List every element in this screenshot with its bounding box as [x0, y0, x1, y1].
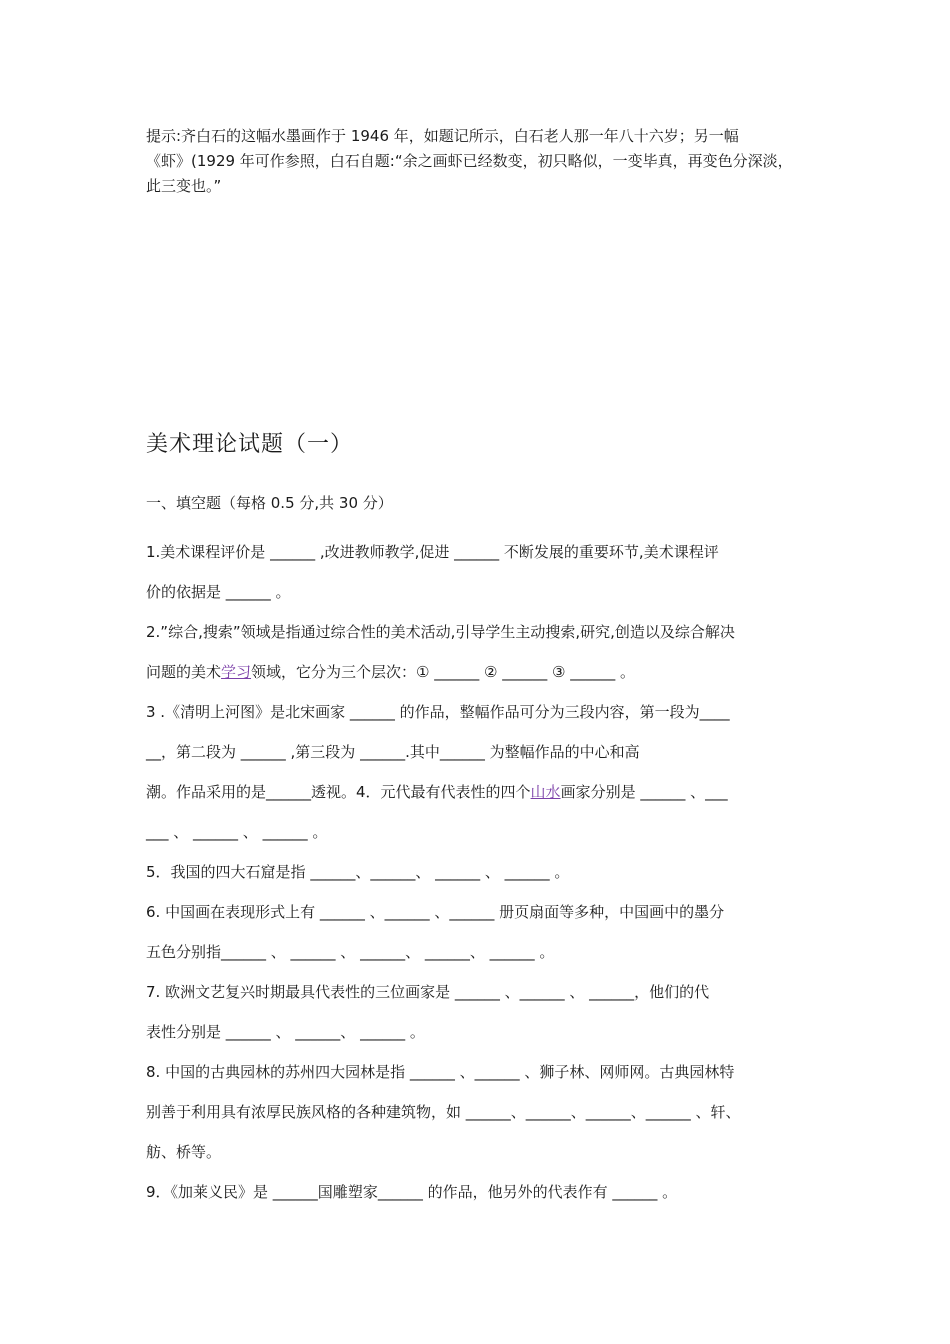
- question-4-line: ___ 、 ______ 、 ______ 。: [146, 823, 328, 841]
- question-9: 9．《加莱义民》是 ______国雕塑家______ 的作品，他另外的代表作有 ______ 。: [146, 1183, 678, 1201]
- question-1-line-2: 价的依据是 ______ 。: [146, 583, 291, 601]
- hint-paragraph: [146, 124, 806, 199]
- question-8-line-3: 舫、桥等。: [146, 1143, 222, 1161]
- hint-line-1: 提示:齐白石的这幅水墨画作于 1946 年，如题记所示，白石老人那一年八十六岁；另一幅: [146, 127, 739, 145]
- q3-text-before: 潮。作品采用的是______透视。4．元代最有代表性的四个: [146, 783, 531, 801]
- question-3-line-1: 3 .《清明上河图》是北宋画家 ______ 的作品，整幅作品可分为三段内容，第一段为____: [146, 703, 730, 721]
- question-3-line-3: [146, 781, 728, 802]
- question-7-line-2: 表性分别是 ______ 、 ______、 ______ 。: [146, 1023, 425, 1041]
- question-1-line-1: 1.美术课程评价是 ______ ,改进教师教学,促进 ______ 不断发展的重要环节,美术课程评: [146, 543, 719, 561]
- question-8-line-1: 8. 中国的古典园林的苏州四大园林是指 ______ 、______ 、狮子林、网师网。古典园林特: [146, 1063, 735, 1081]
- question-2-line-1: 2.”综合,搜索”领域是指通过综合性的美术活动,引导学生主动搜索,研究,创造以及综合解决: [146, 623, 735, 641]
- q3-text-after: 画家分别是 ______ 、___: [560, 783, 728, 801]
- section-heading: 一、填空题（每格 0.5 分,共 30 分）: [146, 494, 393, 512]
- page-title: 美术理论试题（一）: [146, 432, 354, 457]
- hint-line-3: 此三变也。”: [146, 177, 222, 195]
- question-5: 5．我国的四大石窟是指 ______、______、 ______ 、 ______ 。: [146, 863, 570, 881]
- question-6-line-1: 6. 中国画在表现形式上有 ______ 、______ 、______ 册页扇面等多种，中国画中的墨分: [146, 903, 725, 921]
- study-link[interactable]: 学习: [221, 663, 252, 681]
- question-7-line-1: 7. 欧洲文艺复兴时期最具代表性的三位画家是 ______ 、______ 、 ______，他们的代: [146, 983, 710, 1001]
- question-8-line-2: 别善于利用具有浓厚民族风格的各种建筑物，如 ______、______、______、______ 、轩、: [146, 1103, 741, 1121]
- q2-text-after: 领域，它分为三个层次：① ______ ② ______ ③ ______ 。: [251, 663, 635, 681]
- question-3-line-2: __，第二段为 ______ ,第三段为 ______.其中______ 为整幅作品的中心和高: [146, 743, 640, 761]
- landscape-link[interactable]: 山水: [530, 783, 561, 801]
- hint-line-2: 《虾》(1929 年可作参照，白石自题:“余之画虾已经数变，初只略似，一变毕真，再变色分深淡，: [146, 152, 793, 170]
- question-6-line-2: 五色分别指______ 、 ______ 、 ______、 ______、 ______ 。: [146, 943, 555, 961]
- question-2-line-2: [146, 661, 635, 682]
- q2-text-before: 问题的美术: [146, 663, 222, 681]
